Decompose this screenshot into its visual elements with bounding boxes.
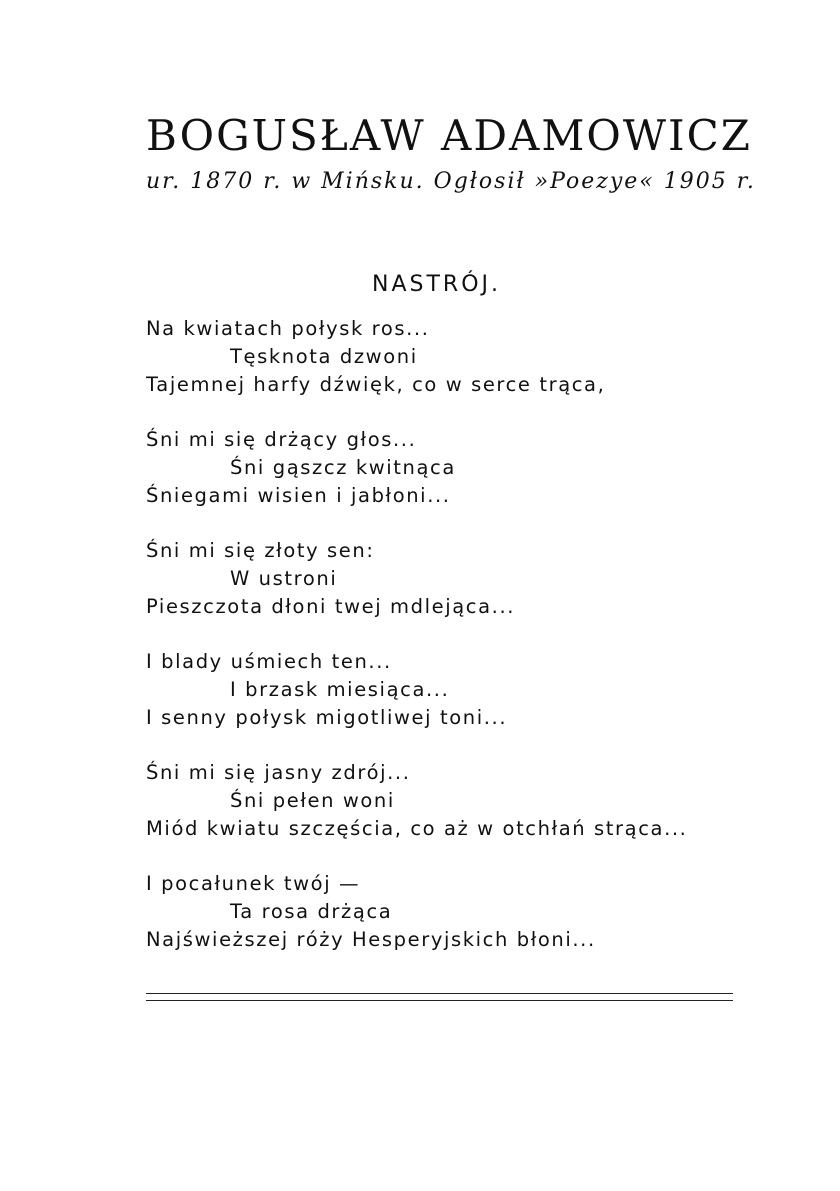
closing-rule-top <box>146 993 733 994</box>
poem-line: Śni pełen woni <box>230 789 395 812</box>
poem-title: NASTRÓJ. <box>372 272 501 297</box>
closing-rule-bottom <box>146 1000 733 1001</box>
poem-line: Miód kwiatu szczęścia, co aż w otchłań strąca... <box>146 817 688 840</box>
poem-line: I blady uśmiech ten... <box>146 650 392 673</box>
stanza-5 <box>146 759 766 843</box>
poem-line: Ta rosa drżąca <box>230 900 393 923</box>
poem-line: Śniegami wisien i jabłoni... <box>146 484 451 507</box>
stanza-1 <box>146 315 766 399</box>
stanza-4 <box>146 648 766 732</box>
poem-line: Śni mi się drżący głos... <box>146 428 417 451</box>
poem-line: I pocałunek twój — <box>146 872 361 895</box>
poem-line: Śni mi się jasny zdrój... <box>146 761 411 784</box>
author-bio-line: ur. 1870 r. w Mińsku. Ogłosił »Poezye« 1905 r. <box>146 169 756 194</box>
poem-body <box>146 315 766 981</box>
poem-line: Pieszczota dłoni twej mdlejąca... <box>146 595 516 618</box>
poem-line: Tęsknota dzwoni <box>230 345 418 368</box>
poem-line: Śni mi się złoty sen: <box>146 539 375 562</box>
poem-line: I senny połysk migotliwej toni... <box>146 706 508 729</box>
stanza-2 <box>146 426 766 510</box>
poem-line: Najświeższej róży Hesperyjskich błoni... <box>146 928 596 951</box>
stanza-3 <box>146 537 766 621</box>
poem-line: I brzask miesiąca... <box>230 678 450 701</box>
poem-line: Śni gąszcz kwitnąca <box>230 456 456 479</box>
poem-line: Tajemnej harfy dźwięk, co w serce trąca, <box>146 373 606 396</box>
author-heading: BOGUSŁAW ADAMOWICZ <box>146 111 752 160</box>
poem-line: Na kwiatach połysk ros... <box>146 317 430 340</box>
poem-line: W ustroni <box>230 567 338 590</box>
stanza-6 <box>146 870 766 954</box>
